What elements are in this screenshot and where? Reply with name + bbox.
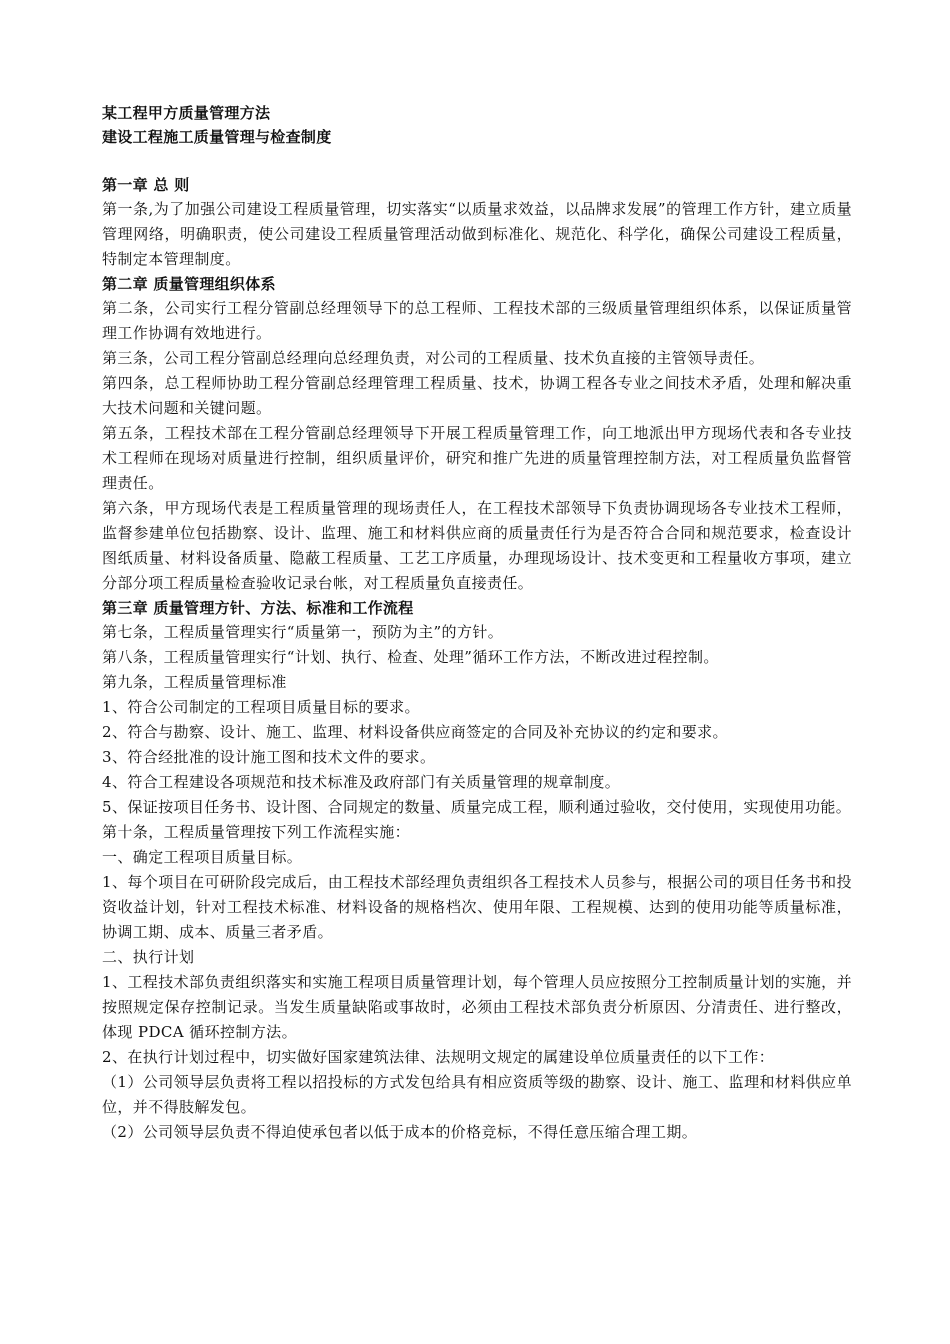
paragraph: 第十条，工程质量管理按下列工作流程实施：: [102, 823, 411, 841]
title-spacer: [102, 149, 852, 173]
paragraph: 第九条，工程质量管理标准: [102, 673, 287, 691]
chapter-heading: 第二章 质量管理组织体系: [102, 275, 276, 293]
document-body: [102, 101, 852, 1145]
paragraph: 1、符合公司制定的工程项目质量目标的要求。: [102, 698, 420, 716]
paragraph: 2、符合与勘察、设计、施工、监理、材料设备供应商签定的合同及补充协议的约定和要求。: [102, 723, 728, 741]
paragraph: 第七条，工程质量管理实行“质量第一，预防为主”的方针。: [102, 623, 504, 641]
paragraph: 4、符合工程建设各项规范和技术标准及政府部门有关质量管理的规章制度。: [102, 773, 621, 791]
paragraph: 第八条，工程质量管理实行“计划、执行、检查、处理”循环工作方法，不断改进过程控制。: [102, 648, 719, 666]
chapter-heading: 第三章 质量管理方针、方法、标准和工作流程: [102, 599, 414, 617]
paragraph: 第六条，甲方现场代表是工程质量管理的现场责任人，在工程技术部领导下负责协调现场各专业技术工程师，监督参建单位包括勘察、设计、监理、施工和材料供应商的质量责任行为是否符合合同和规范要求，检查设计图纸质量、材料设备质量、隐蔽工程质量、工艺工序质量，办理现场设计、技术变更和工程量收方事项，建立分部分项工程质量检查验收记录台帐，对工程质量负直接责任。: [102, 499, 852, 592]
paragraph: 二、执行计划: [102, 948, 195, 966]
chapter-heading: 第一章 总 则: [102, 176, 190, 194]
paragraph: 2、在执行计划过程中，切实做好国家建筑法律、法规明文规定的属建设单位质量责任的以下工作：: [102, 1048, 775, 1066]
paragraph: 第三条，公司工程分管副总经理向总经理负责，对公司的工程质量、技术负直接的主管领导责任。: [102, 349, 765, 367]
paragraph: 第四条，总工程师协助工程分管副总经理管理工程质量、技术，协调工程各专业之间技术矛盾，处理和解决重大技术问题和关键问题。: [102, 374, 852, 417]
document-subtitle: 建设工程施工质量管理与检查制度: [102, 128, 332, 146]
paragraph: （1）公司领导层负责将工程以招投标的方式发包给具有相应资质等级的勘察、设计、施工、监理和材料供应单位，并不得肢解发包。: [102, 1073, 852, 1116]
document-title: 某工程甲方质量管理方法: [102, 104, 271, 122]
paragraph: 一、确定工程项目质量目标。: [102, 848, 303, 866]
paragraph: （2）公司领导层负责不得迫使承包者以低于成本的价格竞标，不得任意压缩合理工期。: [102, 1123, 698, 1141]
document-blocks: [102, 173, 852, 1145]
paragraph: 1、工程技术部负责组织落实和实施工程项目质量管理计划，每个管理人员应按照分工控制质量计划的实施，并按照规定保存控制记录。当发生质量缺陷或事故时，必须由工程技术部负责分析原因、分清责任、进行整改，体现 PDCA 循环控制方法。: [102, 973, 852, 1041]
paragraph: 3、符合经批准的设计施工图和技术文件的要求。: [102, 748, 436, 766]
paragraph: 1、每个项目在可研阶段完成后，由工程技术部经理负责组织各工程技术人员参与，根据公司的项目任务书和投资收益计划，针对工程技术标准、材料设备的规格档次、使用年限、工程规模、达到的使用功能等质量标准，协调工期、成本、质量三者矛盾。: [102, 873, 852, 941]
paragraph: 第五条，工程技术部在工程分管副总经理领导下开展工程质量管理工作，向工地派出甲方现场代表和各专业技术工程师在现场对质量进行控制，组织质量评价，研究和推广先进的质量管理控制方法，对工程质量负监督管理责任。: [102, 424, 852, 492]
paragraph: 5、保证按项目任务书、设计图、合同规定的数量、质量完成工程，顺利通过验收，交付使用，实现使用功能。: [102, 798, 852, 816]
paragraph: 第一条,为了加强公司建设工程质量管理，切实落实“以质量求效益，以品牌求发展”的管理工作方针，建立质量管理网络，明确职责，使公司建设工程质量管理活动做到标准化、规范化、科学化，确保公司建设工程质量，特制定本管理制度。: [102, 200, 852, 268]
paragraph: 第二条，公司实行工程分管副总经理领导下的总工程师、工程技术部的三级质量管理组织体系，以保证质量管理工作协调有效地进行。: [102, 299, 852, 342]
